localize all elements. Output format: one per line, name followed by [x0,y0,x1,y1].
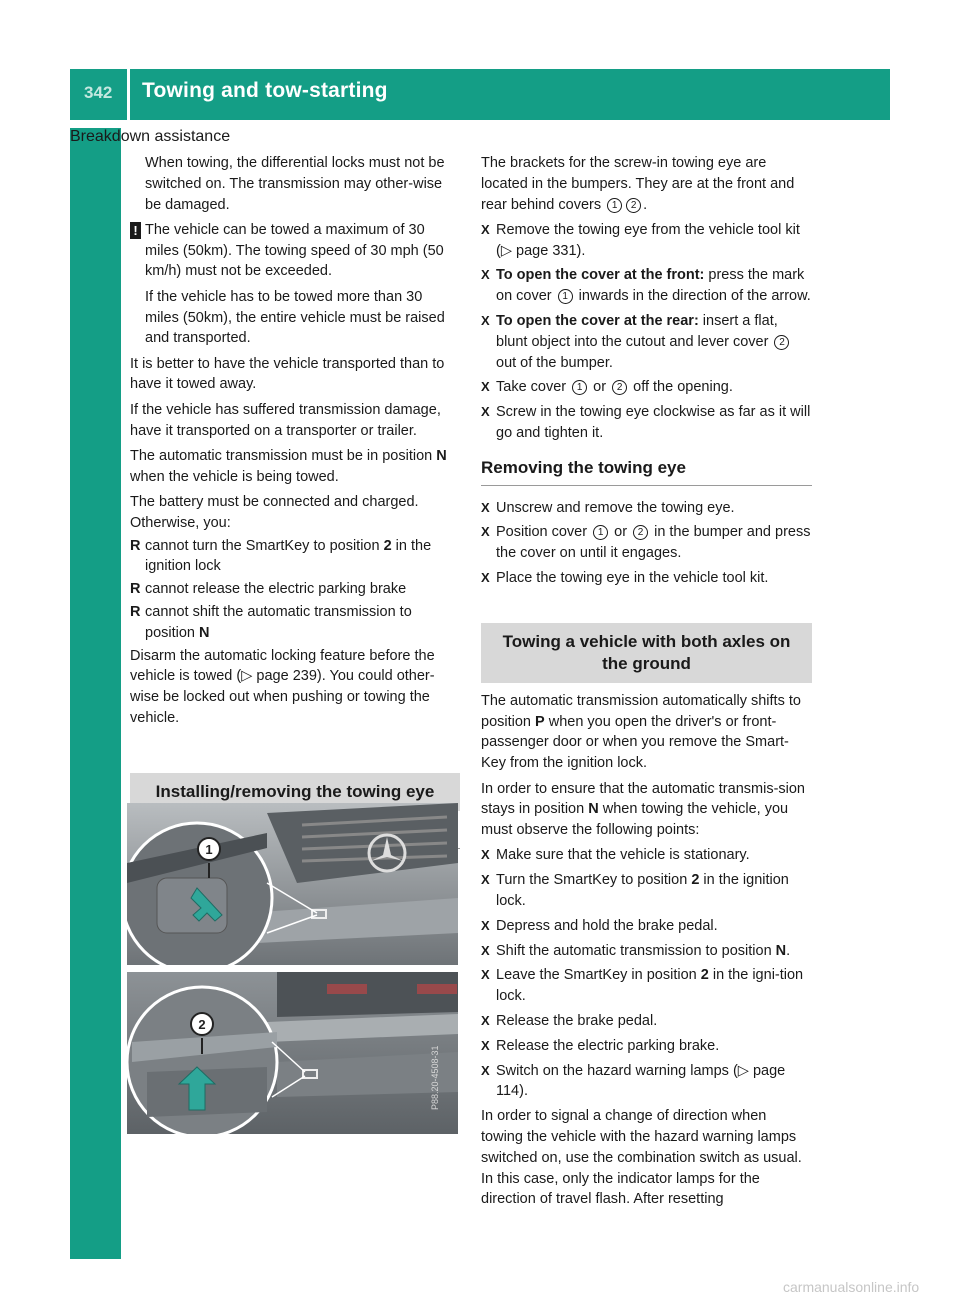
step-arrow-icon: X [481,1062,490,1078]
step-arrow-icon: X [481,847,490,863]
footer-watermark: carmanualsonline.info [783,1279,920,1295]
step: X Make sure that the vehicle is stationary. [481,845,812,866]
chapter-title: Towing and tow-starting [142,79,388,102]
page-ref-icon: ▷ [500,242,512,259]
step-arrow-icon: X [481,942,490,958]
bullet-icon: R [130,581,141,598]
callout-1-icon: 1 [593,525,608,540]
section-heading: Towing a vehicle with both axles on the ground [481,623,812,683]
list-item: R cannot turn the SmartKey to position 2 in the ignition lock [130,537,432,575]
step: X Place the towing eye in the vehicle tool kit. [481,568,812,589]
step-arrow-icon: X [481,379,490,395]
paragraph: The automatic transmission automatically shifts to position P when you open the driver's or front-passenger door or when you remove the Smart-Key from the ignition lock. [481,692,801,772]
paragraph: If the vehicle has suffered transmission damage, have it transported on a transporter or trailer. [130,401,441,439]
step-arrow-icon: X [481,967,490,983]
step: X Position cover 1 or 2 in the bumper and press the cover on until it engages. [481,524,811,562]
callout-1-icon: 1 [558,289,573,304]
paragraph: The brackets for the screw-in towing eye are located in the bumpers. They are at the front and rear behind covers 1 2 . [481,155,795,213]
step: X To open the cover at the front: press the mark on cover 1 inwards in the direction of the arrow. [481,267,811,305]
callout-1: 1 [205,842,213,857]
step: X Shift the automatic transmission to position N. [481,941,812,962]
bullet-icon: R [130,603,141,620]
warning-text: The vehicle can be towed a maximum of 30 miles (50km). The towing speed of 30 mph (50 km/h) must not be exceeded. [145,221,444,280]
section-tab [70,128,121,1259]
step: X Switch on the hazard warning lamps (▷ page 114). [481,1062,786,1100]
paragraph: Disarm the automatic locking feature before the vehicle is towed (▷ page 239). You could other-wise be locked out when pushing or towing the vehicle. [130,647,435,726]
step-arrow-icon: X [481,872,490,888]
list-item: R cannot shift the automatic transmission to position N [130,603,412,641]
step-arrow-icon: X [481,404,490,420]
image-reference-code: P88.20-4508-31 [430,1045,440,1110]
page-ref-icon: ▷ [737,1062,749,1079]
step-arrow-icon: X [481,524,490,540]
paragraph: It is better to have the vehicle transported than to have it towed away. [130,355,445,393]
callout-1-icon: 1 [607,198,622,213]
step: X Unscrew and remove the towing eye. [481,498,812,519]
left-column [130,153,460,859]
warning-icon: ! [130,222,141,239]
step-arrow-icon: X [481,313,490,329]
warning-text: If the vehicle has to be towed more than 30 miles (50km), the entire vehicle must be raised and transported. [145,288,445,347]
paragraph: The battery must be connected and charged. Otherwise, you: [130,493,419,531]
step: X Take cover 1 or 2 off the opening. [481,377,812,398]
step: X Turn the SmartKey to position 2 in the ignition lock. [481,872,789,910]
step: X Release the brake pedal. [481,1011,812,1032]
page-header [70,69,890,120]
step-arrow-icon: X [481,1013,490,1028]
paragraph: In order to ensure that the automatic transmis-sion stays in position N when towing the vehicle, you must observe the following points: [481,780,805,839]
right-column [481,153,812,1215]
callout-2-icon: 2 [774,335,789,350]
header-divider [127,69,130,120]
section-tab-label: Breakdown assistance [70,128,231,145]
towing-eye-illustration [127,803,458,1134]
paragraph: In order to signal a change of direction when towing the vehicle with the hazard warning lamps switched on, use the combination switch as usual. In this case, only the indicator lamps for the direction of travel flash. After resetting [481,1108,802,1208]
callout-2: 2 [198,1017,206,1032]
step-arrow-icon: X [481,221,490,237]
paragraph: The automatic transmission must be in position N when the vehicle is being towed. [130,447,447,485]
step-arrow-icon: X [481,267,490,283]
page-ref-icon: ▷ [241,668,253,685]
paragraph: When towing, the differential locks must not be switched on. The transmission may other-wise be damaged. [145,155,445,213]
step: X Release the electric parking brake. [481,1036,812,1057]
callout-1-icon: 1 [572,380,587,395]
step-arrow-icon: X [481,1037,490,1053]
bullet-icon: R [130,537,141,554]
step: X Screw in the towing eye clockwise as far as it will go and tighten it. [481,404,811,442]
list-item: R cannot release the electric parking brake [130,579,460,600]
step-arrow-icon: X [481,917,490,933]
step-arrow-icon: X [481,570,490,586]
step: X Remove the towing eye from the vehicle tool kit (▷ page 331). [481,221,800,259]
warning-block [130,220,460,349]
step: X Leave the SmartKey in position 2 in the igni-tion lock. [481,967,804,1005]
page-number: 342 [84,83,113,102]
step: X Depress and hold the brake pedal. [481,916,812,937]
subsection-heading: Removing the towing eye [481,458,812,486]
step-arrow-icon: X [481,499,490,515]
callout-2-icon: 2 [633,525,648,540]
callout-2-icon: 2 [626,198,641,213]
rear-bumper-image [127,972,458,1134]
step: X To open the cover at the rear: insert a flat, blunt object into the cutout and lever cover 2 out of the bumper. [481,311,812,373]
front-bumper-image [127,803,458,965]
callout-2-icon: 2 [612,380,627,395]
section-heading: Installing/removing the towing eye [130,773,460,811]
